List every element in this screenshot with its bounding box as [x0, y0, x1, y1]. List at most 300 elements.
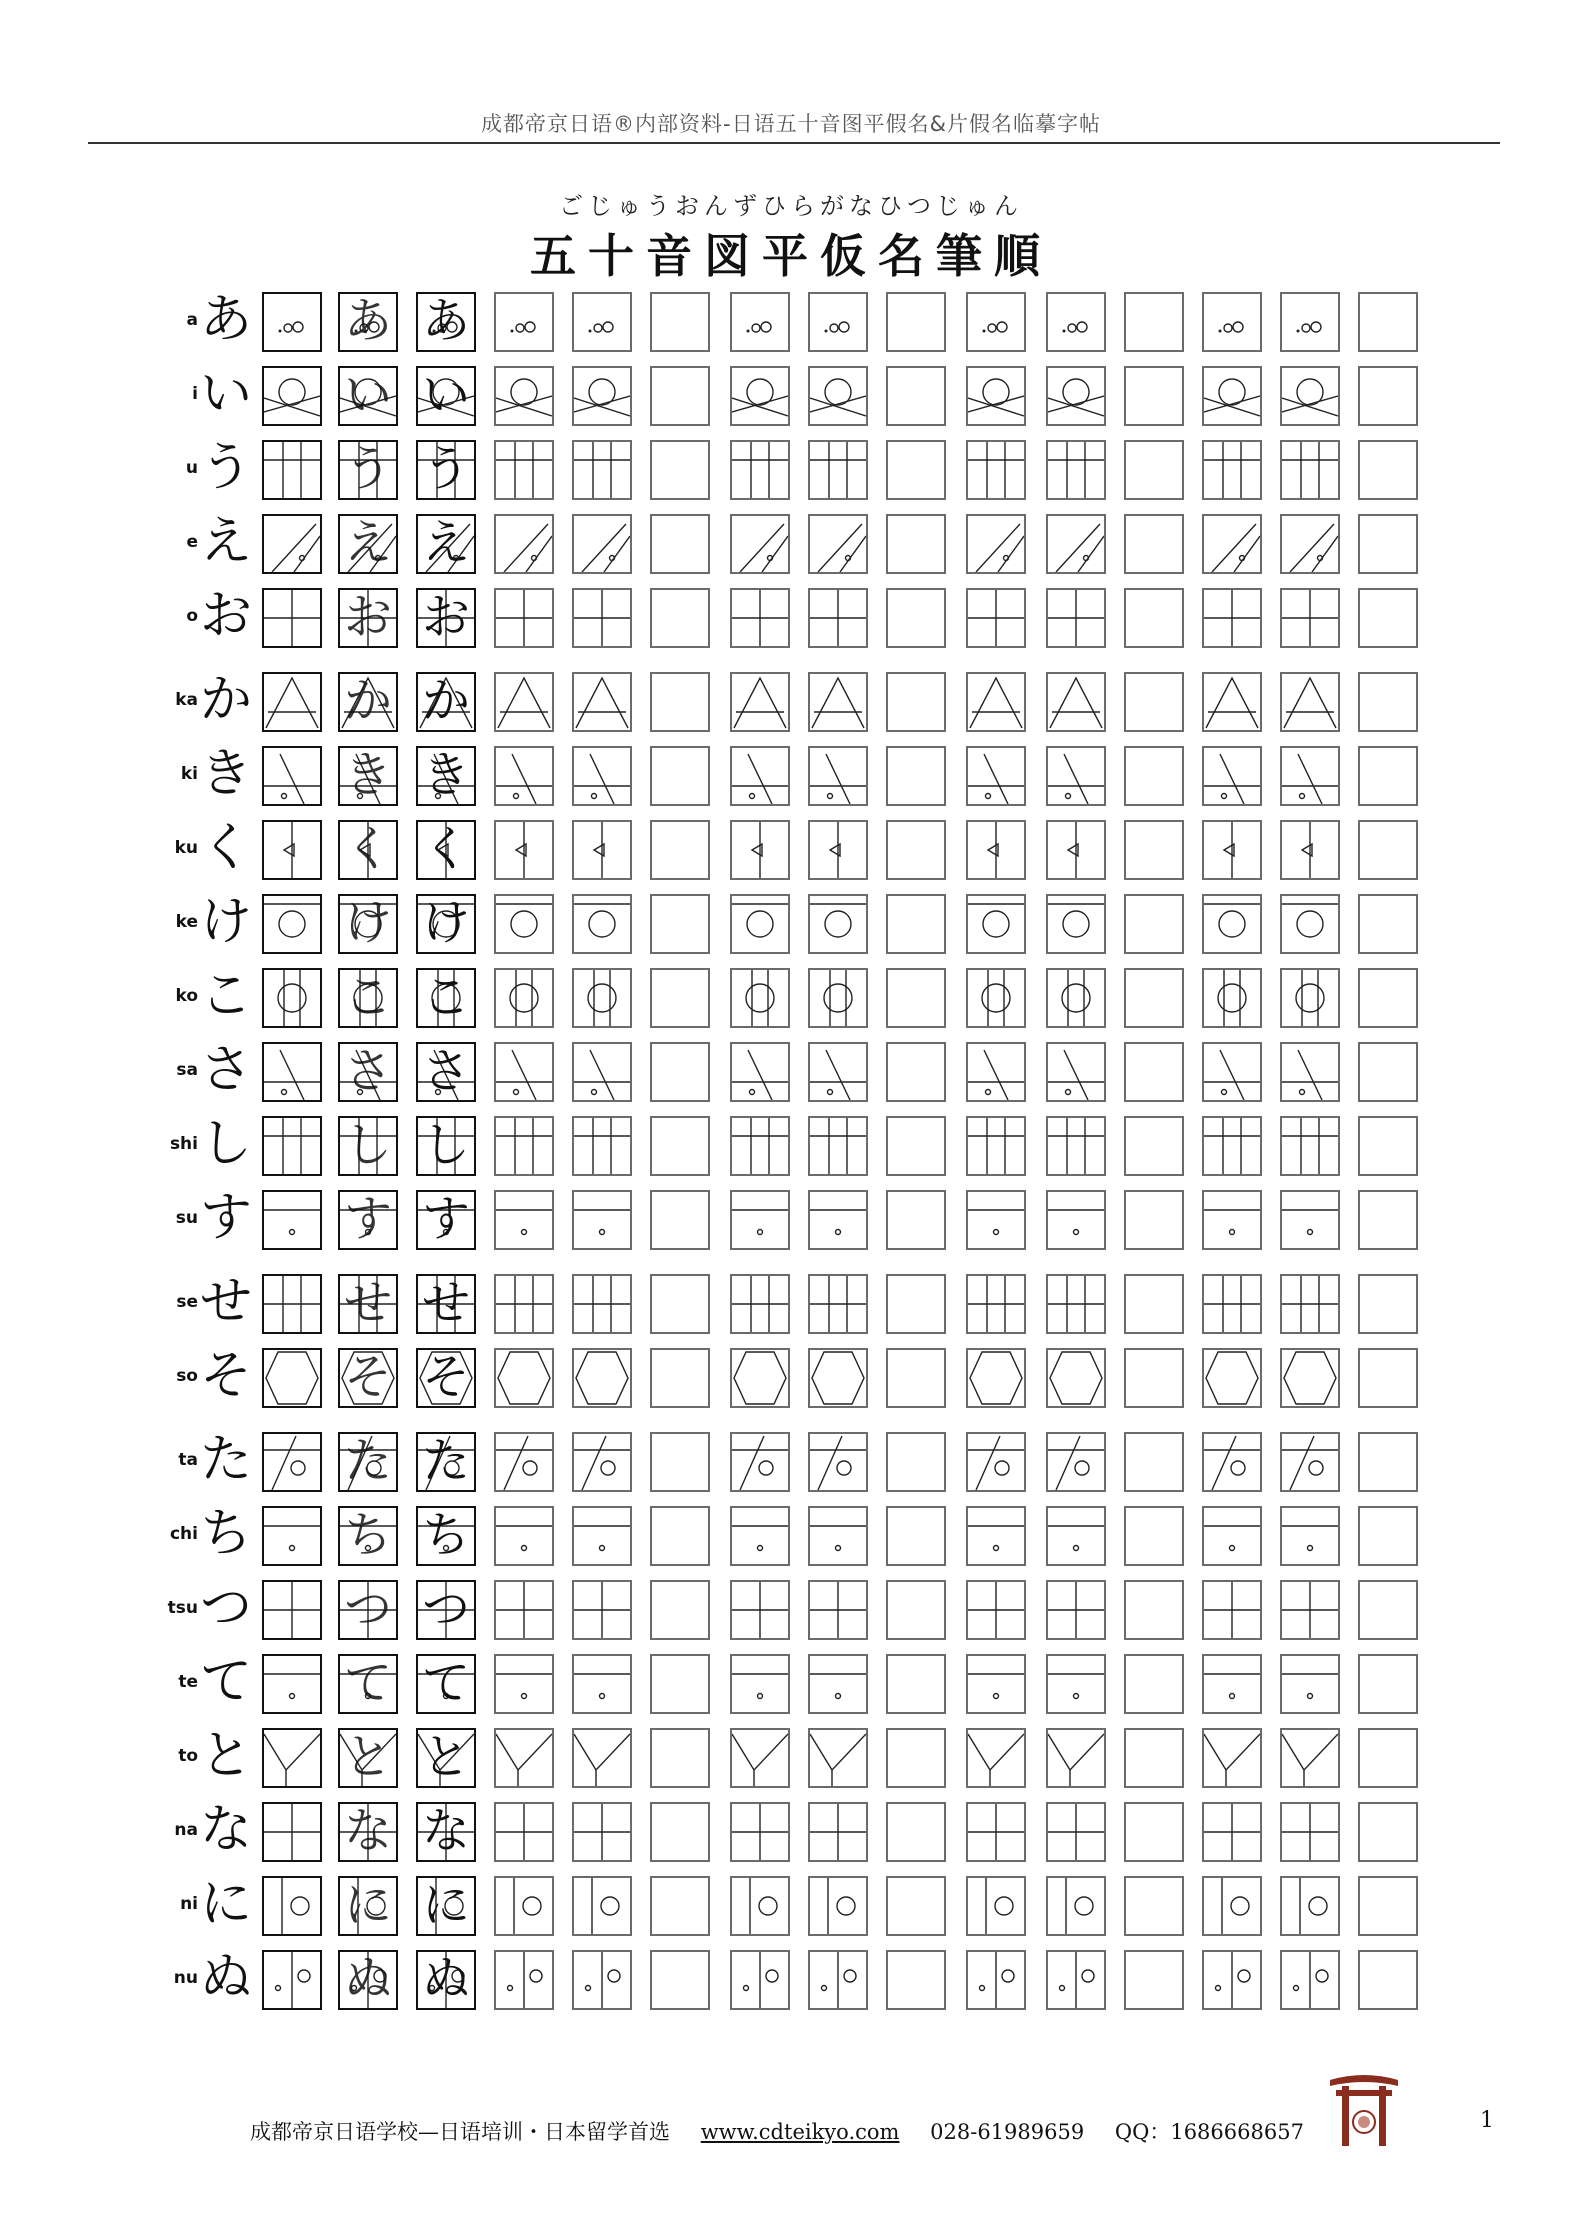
guided-practice-cell[interactable]	[966, 366, 1026, 426]
guided-practice-cell[interactable]	[1280, 1950, 1340, 2010]
blank-practice-cell[interactable]	[1124, 1728, 1184, 1788]
blank-practice-cell[interactable]	[1124, 1654, 1184, 1714]
guided-practice-cell[interactable]	[1202, 672, 1262, 732]
footer-url[interactable]: www.cdteikyo.com	[700, 2120, 900, 2144]
guide-lines-icon	[1282, 674, 1338, 730]
blank-practice-cell[interactable]	[1358, 1042, 1418, 1102]
guided-practice-cell[interactable]	[1202, 1042, 1262, 1102]
guided-practice-cell[interactable]	[1202, 366, 1262, 426]
stroke-order-cell	[416, 1950, 476, 2010]
guided-practice-cell[interactable]	[494, 820, 554, 880]
guided-practice-cell[interactable]	[494, 894, 554, 954]
guided-practice-cell[interactable]	[1046, 968, 1106, 1028]
blank-practice-cell[interactable]	[886, 514, 946, 574]
guided-practice-cell[interactable]	[1046, 1042, 1106, 1102]
guided-practice-cell[interactable]	[1280, 1654, 1340, 1714]
guided-practice-cell[interactable]	[1202, 1802, 1262, 1862]
guided-practice-cell[interactable]	[1046, 1580, 1106, 1640]
guided-practice-cell[interactable]	[572, 1274, 632, 1334]
guided-practice-cell[interactable]	[572, 1432, 632, 1492]
guided-practice-cell[interactable]	[808, 820, 868, 880]
blank-practice-cell[interactable]	[1358, 1580, 1418, 1640]
guided-practice-cell[interactable]	[572, 588, 632, 648]
guide-lines-icon	[968, 294, 1024, 350]
guided-practice-cell[interactable]	[1202, 1190, 1262, 1250]
guided-practice-cell[interactable]	[1280, 440, 1340, 500]
guided-practice-cell[interactable]	[730, 1950, 790, 2010]
guided-practice-cell[interactable]	[808, 672, 868, 732]
blank-practice-cell[interactable]	[1358, 1190, 1418, 1250]
blank-practice-cell[interactable]	[886, 440, 946, 500]
guided-practice-cell[interactable]	[1202, 440, 1262, 500]
guided-practice-cell[interactable]	[572, 1654, 632, 1714]
sample-kana: せ	[421, 1275, 470, 1331]
stroke-order-cell	[262, 1274, 322, 1334]
guide-lines-icon	[574, 442, 630, 498]
guided-practice-cell[interactable]	[730, 1506, 790, 1566]
guided-practice-cell[interactable]	[494, 1190, 554, 1250]
blank-practice-cell[interactable]	[1124, 588, 1184, 648]
guided-practice-cell[interactable]	[494, 1116, 554, 1176]
blank-practice-cell[interactable]	[886, 672, 946, 732]
blank-practice-cell[interactable]	[1358, 1348, 1418, 1408]
guided-practice-cell[interactable]	[1202, 1348, 1262, 1408]
guided-practice-cell[interactable]	[730, 1728, 790, 1788]
guided-practice-cell[interactable]	[730, 1432, 790, 1492]
guided-practice-cell[interactable]	[1046, 1116, 1106, 1176]
guided-practice-cell[interactable]	[966, 514, 1026, 574]
guided-practice-cell[interactable]	[1046, 1190, 1106, 1250]
blank-practice-cell[interactable]	[886, 1432, 946, 1492]
guided-practice-cell[interactable]	[966, 1654, 1026, 1714]
guided-practice-cell[interactable]	[494, 1580, 554, 1640]
blank-practice-cell[interactable]	[1358, 1654, 1418, 1714]
guided-practice-cell[interactable]	[808, 1432, 868, 1492]
guided-practice-cell[interactable]	[494, 514, 554, 574]
guided-practice-cell[interactable]	[494, 1348, 554, 1408]
blank-practice-cell[interactable]	[1358, 366, 1418, 426]
guided-practice-cell[interactable]	[1046, 894, 1106, 954]
guided-practice-cell[interactable]	[1202, 1876, 1262, 1936]
blank-practice-cell[interactable]	[886, 746, 946, 806]
guided-practice-cell[interactable]	[572, 1580, 632, 1640]
guided-practice-cell[interactable]	[1046, 440, 1106, 500]
guided-practice-cell[interactable]	[1280, 1728, 1340, 1788]
blank-practice-cell[interactable]	[650, 1506, 710, 1566]
guided-practice-cell[interactable]	[1202, 1274, 1262, 1334]
blank-practice-cell[interactable]	[650, 588, 710, 648]
guided-practice-cell[interactable]	[730, 1116, 790, 1176]
guided-practice-cell[interactable]	[1202, 1654, 1262, 1714]
guided-practice-cell[interactable]	[572, 820, 632, 880]
blank-practice-cell[interactable]	[886, 1116, 946, 1176]
guided-practice-cell[interactable]	[730, 292, 790, 352]
guided-practice-cell[interactable]	[1202, 1950, 1262, 2010]
blank-practice-cell[interactable]	[1124, 1506, 1184, 1566]
blank-practice-cell[interactable]	[1358, 820, 1418, 880]
blank-practice-cell[interactable]	[1124, 894, 1184, 954]
blank-practice-cell[interactable]	[886, 366, 946, 426]
guided-practice-cell[interactable]	[572, 440, 632, 500]
kana-character: と	[199, 1726, 252, 1786]
blank-practice-cell[interactable]	[1358, 588, 1418, 648]
guided-practice-cell[interactable]	[730, 1876, 790, 1936]
blank-practice-cell[interactable]	[650, 672, 710, 732]
blank-practice-cell[interactable]	[1124, 820, 1184, 880]
guided-practice-cell[interactable]	[808, 514, 868, 574]
guided-practice-cell[interactable]	[808, 1580, 868, 1640]
guided-practice-cell[interactable]	[730, 1580, 790, 1640]
guided-practice-cell[interactable]	[494, 672, 554, 732]
blank-practice-cell[interactable]	[1358, 1274, 1418, 1334]
guided-practice-cell[interactable]	[808, 746, 868, 806]
guided-practice-cell[interactable]	[730, 746, 790, 806]
guided-practice-cell[interactable]	[966, 1432, 1026, 1492]
guided-practice-cell[interactable]	[494, 968, 554, 1028]
guided-practice-cell[interactable]	[572, 1190, 632, 1250]
guide-lines-icon	[496, 516, 552, 572]
guided-practice-cell[interactable]	[1046, 366, 1106, 426]
blank-practice-cell[interactable]	[1124, 968, 1184, 1028]
guided-practice-cell[interactable]	[808, 1116, 868, 1176]
blank-practice-cell[interactable]	[1358, 672, 1418, 732]
stroke-order-cell	[262, 440, 322, 500]
blank-practice-cell[interactable]	[1358, 968, 1418, 1028]
blank-practice-cell[interactable]	[1124, 440, 1184, 500]
guided-practice-cell[interactable]	[1280, 1348, 1340, 1408]
guided-practice-cell[interactable]	[730, 1348, 790, 1408]
guided-practice-cell[interactable]	[494, 1654, 554, 1714]
guided-practice-cell[interactable]	[1046, 514, 1106, 574]
guided-practice-cell[interactable]	[1046, 1348, 1106, 1408]
guided-practice-cell[interactable]	[966, 1580, 1026, 1640]
guided-practice-cell[interactable]	[1280, 1580, 1340, 1640]
guided-practice-cell[interactable]	[572, 1506, 632, 1566]
blank-practice-cell[interactable]	[650, 1654, 710, 1714]
guided-practice-cell[interactable]	[808, 1728, 868, 1788]
blank-practice-cell[interactable]	[886, 588, 946, 648]
guided-practice-cell[interactable]	[808, 1802, 868, 1862]
blank-practice-cell[interactable]	[886, 1348, 946, 1408]
guided-practice-cell[interactable]	[494, 1728, 554, 1788]
blank-practice-cell[interactable]	[1124, 746, 1184, 806]
guided-practice-cell[interactable]	[494, 292, 554, 352]
blank-practice-cell[interactable]	[650, 514, 710, 574]
guided-practice-cell[interactable]	[808, 1190, 868, 1250]
blank-practice-cell[interactable]	[1358, 1728, 1418, 1788]
guided-practice-cell[interactable]	[966, 1042, 1026, 1102]
guide-lines-icon	[1204, 1730, 1260, 1786]
guided-practice-cell[interactable]	[1280, 746, 1340, 806]
guided-practice-cell[interactable]	[730, 820, 790, 880]
guided-practice-cell[interactable]	[1046, 820, 1106, 880]
guided-practice-cell[interactable]	[494, 1802, 554, 1862]
blank-practice-cell[interactable]	[650, 1728, 710, 1788]
romaji-label: chi	[169, 1524, 198, 1544]
blank-practice-cell[interactable]	[1124, 366, 1184, 426]
guided-practice-cell[interactable]	[966, 746, 1026, 806]
blank-practice-cell[interactable]	[886, 1728, 946, 1788]
guided-practice-cell[interactable]	[572, 746, 632, 806]
guided-practice-cell[interactable]	[1280, 514, 1340, 574]
blank-practice-cell[interactable]	[650, 820, 710, 880]
blank-practice-cell[interactable]	[650, 746, 710, 806]
blank-practice-cell[interactable]	[650, 1042, 710, 1102]
blank-practice-cell[interactable]	[886, 1654, 946, 1714]
guided-practice-cell[interactable]	[966, 292, 1026, 352]
guided-practice-cell[interactable]	[966, 1802, 1026, 1862]
guided-practice-cell[interactable]	[1046, 1506, 1106, 1566]
guided-practice-cell[interactable]	[572, 1116, 632, 1176]
guided-practice-cell[interactable]	[808, 1950, 868, 2010]
blank-practice-cell[interactable]	[1124, 1274, 1184, 1334]
blank-practice-cell[interactable]	[650, 894, 710, 954]
guided-practice-cell[interactable]	[494, 588, 554, 648]
blank-practice-cell[interactable]	[1358, 440, 1418, 500]
guided-practice-cell[interactable]	[966, 1728, 1026, 1788]
guided-practice-cell[interactable]	[572, 292, 632, 352]
guided-practice-cell[interactable]	[808, 366, 868, 426]
guided-practice-cell[interactable]	[494, 1950, 554, 2010]
blank-practice-cell[interactable]	[1358, 894, 1418, 954]
guided-practice-cell[interactable]	[966, 440, 1026, 500]
kana-character: す	[199, 1188, 252, 1248]
guided-practice-cell[interactable]	[1046, 588, 1106, 648]
guided-practice-cell[interactable]	[730, 1274, 790, 1334]
guided-practice-cell[interactable]	[730, 1654, 790, 1714]
guided-practice-cell[interactable]	[808, 440, 868, 500]
guided-practice-cell[interactable]	[1280, 1432, 1340, 1492]
guided-practice-cell[interactable]	[1280, 588, 1340, 648]
blank-practice-cell[interactable]	[650, 1950, 710, 2010]
blank-practice-cell[interactable]	[650, 1274, 710, 1334]
guided-practice-cell[interactable]	[966, 1950, 1026, 2010]
guided-practice-cell[interactable]	[572, 1042, 632, 1102]
guided-practice-cell[interactable]	[730, 514, 790, 574]
guided-practice-cell[interactable]	[730, 588, 790, 648]
guided-practice-cell[interactable]	[1046, 1654, 1106, 1714]
guided-practice-cell[interactable]	[1280, 1042, 1340, 1102]
guided-practice-cell[interactable]	[572, 1950, 632, 2010]
guided-practice-cell[interactable]	[1046, 1950, 1106, 2010]
blank-practice-cell[interactable]	[1124, 1802, 1184, 1862]
guided-practice-cell[interactable]	[1280, 1876, 1340, 1936]
blank-practice-cell[interactable]	[1358, 514, 1418, 574]
guided-practice-cell[interactable]	[808, 292, 868, 352]
guided-practice-cell[interactable]	[572, 366, 632, 426]
guided-practice-cell[interactable]	[1202, 1116, 1262, 1176]
blank-practice-cell[interactable]	[650, 1432, 710, 1492]
blank-practice-cell[interactable]	[1358, 1116, 1418, 1176]
guided-practice-cell[interactable]	[1280, 672, 1340, 732]
blank-practice-cell[interactable]	[650, 1190, 710, 1250]
guided-practice-cell[interactable]	[966, 588, 1026, 648]
blank-practice-cell[interactable]	[1358, 1950, 1418, 2010]
guided-practice-cell[interactable]	[1202, 1432, 1262, 1492]
guided-practice-cell[interactable]	[572, 514, 632, 574]
guided-practice-cell[interactable]	[1046, 1728, 1106, 1788]
blank-practice-cell[interactable]	[1124, 514, 1184, 574]
guided-practice-cell[interactable]	[572, 1802, 632, 1862]
guide-lines-icon	[264, 442, 320, 498]
blank-practice-cell[interactable]	[1124, 672, 1184, 732]
guided-practice-cell[interactable]	[1202, 514, 1262, 574]
blank-practice-cell[interactable]	[1124, 1950, 1184, 2010]
guided-practice-cell[interactable]	[730, 894, 790, 954]
blank-practice-cell[interactable]	[1124, 292, 1184, 352]
blank-practice-cell[interactable]	[886, 820, 946, 880]
guide-lines-icon	[732, 1730, 788, 1786]
blank-practice-cell[interactable]	[650, 1348, 710, 1408]
guided-practice-cell[interactable]	[494, 1274, 554, 1334]
guided-practice-cell[interactable]	[808, 1274, 868, 1334]
guided-practice-cell[interactable]	[966, 1876, 1026, 1936]
guided-practice-cell[interactable]	[808, 1348, 868, 1408]
guided-practice-cell[interactable]	[572, 968, 632, 1028]
guided-practice-cell[interactable]	[1046, 1876, 1106, 1936]
guided-practice-cell[interactable]	[730, 968, 790, 1028]
blank-practice-cell[interactable]	[1124, 1116, 1184, 1176]
guided-practice-cell[interactable]	[730, 672, 790, 732]
guided-practice-cell[interactable]	[1046, 1274, 1106, 1334]
guided-practice-cell[interactable]	[1280, 894, 1340, 954]
guided-practice-cell[interactable]	[1280, 968, 1340, 1028]
guided-practice-cell[interactable]	[730, 1802, 790, 1862]
guided-practice-cell[interactable]	[572, 672, 632, 732]
blank-practice-cell[interactable]	[886, 1950, 946, 2010]
guided-practice-cell[interactable]	[1280, 1274, 1340, 1334]
guided-practice-cell[interactable]	[572, 1728, 632, 1788]
blank-practice-cell[interactable]	[1124, 1580, 1184, 1640]
guided-practice-cell[interactable]	[494, 1876, 554, 1936]
guided-practice-cell[interactable]	[808, 1876, 868, 1936]
guided-practice-cell[interactable]	[1046, 746, 1106, 806]
guided-practice-cell[interactable]	[572, 1876, 632, 1936]
guided-practice-cell[interactable]	[494, 746, 554, 806]
sample-kana: え	[421, 515, 470, 571]
guided-practice-cell[interactable]	[1202, 968, 1262, 1028]
guided-practice-cell[interactable]	[808, 588, 868, 648]
guided-practice-cell[interactable]	[1046, 672, 1106, 732]
guided-practice-cell[interactable]	[1202, 1580, 1262, 1640]
blank-practice-cell[interactable]	[650, 1876, 710, 1936]
guide-lines-icon	[496, 1804, 552, 1860]
blank-practice-cell[interactable]	[1124, 1042, 1184, 1102]
guided-practice-cell[interactable]	[1202, 746, 1262, 806]
guided-practice-cell[interactable]	[572, 1348, 632, 1408]
kana-row-a	[0, 292, 1582, 354]
guided-practice-cell[interactable]	[966, 672, 1026, 732]
guided-practice-cell[interactable]	[966, 1348, 1026, 1408]
guided-practice-cell[interactable]	[730, 1190, 790, 1250]
guided-practice-cell[interactable]	[808, 1042, 868, 1102]
guided-practice-cell[interactable]	[730, 366, 790, 426]
blank-practice-cell[interactable]	[1358, 292, 1418, 352]
guided-practice-cell[interactable]	[1280, 1506, 1340, 1566]
guide-lines-icon	[1282, 1582, 1338, 1638]
blank-practice-cell[interactable]	[886, 1042, 946, 1102]
blank-practice-cell[interactable]	[650, 1802, 710, 1862]
blank-practice-cell[interactable]	[650, 366, 710, 426]
guided-practice-cell[interactable]	[1046, 1802, 1106, 1862]
guided-practice-cell[interactable]	[1046, 1432, 1106, 1492]
guided-practice-cell[interactable]	[494, 440, 554, 500]
guide-lines-icon	[264, 1878, 320, 1934]
blank-practice-cell[interactable]	[886, 1580, 946, 1640]
blank-practice-cell[interactable]	[1124, 1432, 1184, 1492]
guide-lines-icon	[968, 822, 1024, 878]
blank-practice-cell[interactable]	[650, 292, 710, 352]
guided-practice-cell[interactable]	[966, 968, 1026, 1028]
guided-practice-cell[interactable]	[1202, 1506, 1262, 1566]
blank-practice-cell[interactable]	[886, 1802, 946, 1862]
blank-practice-cell[interactable]	[650, 968, 710, 1028]
guided-practice-cell[interactable]	[808, 1506, 868, 1566]
blank-practice-cell[interactable]	[1358, 1876, 1418, 1936]
romaji-label: te	[178, 1672, 198, 1692]
blank-practice-cell[interactable]	[886, 1274, 946, 1334]
blank-practice-cell[interactable]	[886, 968, 946, 1028]
blank-practice-cell[interactable]	[886, 1506, 946, 1566]
guided-practice-cell[interactable]	[730, 1042, 790, 1102]
blank-practice-cell[interactable]	[886, 292, 946, 352]
blank-practice-cell[interactable]	[1124, 1348, 1184, 1408]
guided-practice-cell[interactable]	[808, 968, 868, 1028]
blank-practice-cell[interactable]	[1358, 1506, 1418, 1566]
guided-practice-cell[interactable]	[966, 1190, 1026, 1250]
blank-practice-cell[interactable]	[1124, 1190, 1184, 1250]
guided-practice-cell[interactable]	[1280, 366, 1340, 426]
blank-practice-cell[interactable]	[650, 1580, 710, 1640]
guided-practice-cell[interactable]	[966, 820, 1026, 880]
guided-practice-cell[interactable]	[1202, 894, 1262, 954]
guided-practice-cell[interactable]	[966, 1116, 1026, 1176]
guided-practice-cell[interactable]	[494, 1506, 554, 1566]
blank-practice-cell[interactable]	[886, 1190, 946, 1250]
blank-practice-cell[interactable]	[650, 1116, 710, 1176]
guided-practice-cell[interactable]	[1202, 820, 1262, 880]
guided-practice-cell[interactable]	[1202, 1728, 1262, 1788]
blank-practice-cell[interactable]	[1358, 1802, 1418, 1862]
blank-practice-cell[interactable]	[650, 440, 710, 500]
kana-character: く	[199, 818, 252, 878]
guided-practice-cell[interactable]	[1280, 1802, 1340, 1862]
guided-practice-cell[interactable]	[494, 1042, 554, 1102]
guided-practice-cell[interactable]	[1280, 292, 1340, 352]
guided-practice-cell[interactable]	[1280, 820, 1340, 880]
guided-practice-cell[interactable]	[1202, 292, 1262, 352]
blank-practice-cell[interactable]	[1124, 1876, 1184, 1936]
blank-practice-cell[interactable]	[886, 894, 946, 954]
guide-lines-icon	[1282, 1350, 1338, 1406]
guided-practice-cell[interactable]	[966, 1506, 1026, 1566]
guided-practice-cell[interactable]	[572, 894, 632, 954]
guided-practice-cell[interactable]	[1046, 292, 1106, 352]
guided-practice-cell[interactable]	[494, 1432, 554, 1492]
guided-practice-cell[interactable]	[1280, 1190, 1340, 1250]
guided-practice-cell[interactable]	[730, 440, 790, 500]
blank-practice-cell[interactable]	[1358, 746, 1418, 806]
guided-practice-cell[interactable]	[966, 1274, 1026, 1334]
guided-practice-cell[interactable]	[808, 1654, 868, 1714]
guided-practice-cell[interactable]	[1280, 1116, 1340, 1176]
guided-practice-cell[interactable]	[1202, 588, 1262, 648]
guided-practice-cell[interactable]	[494, 366, 554, 426]
guided-practice-cell[interactable]	[808, 894, 868, 954]
blank-practice-cell[interactable]	[1358, 1432, 1418, 1492]
guided-practice-cell[interactable]	[966, 894, 1026, 954]
blank-practice-cell[interactable]	[886, 1876, 946, 1936]
